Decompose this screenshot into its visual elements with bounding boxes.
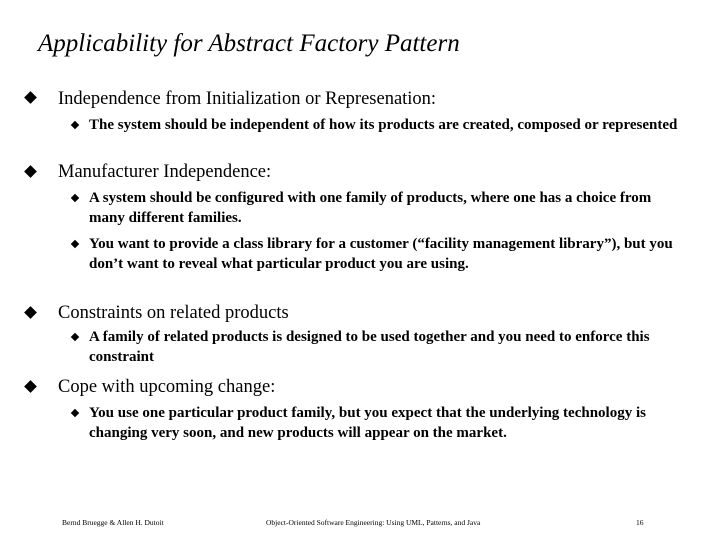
bullet-point: Independence from Initialization or Represenation:	[58, 89, 437, 109]
diamond-bullet-icon	[71, 194, 79, 202]
diamond-bullet-icon	[71, 121, 79, 129]
sub-bullet-point: The system should be independent of how its products are created, composed or represented	[89, 117, 678, 133]
bullet-point: Constraints on related products	[58, 303, 289, 323]
diamond-bullet-icon	[24, 380, 37, 393]
diamond-bullet-icon	[24, 91, 37, 104]
sub-bullet-point: A system should be configured with one family of products, where one has a choice from many different families.	[89, 190, 652, 226]
sub-bullet-point: A family of related products is designed to be used together and you need to enforce this constraint	[89, 329, 650, 365]
footer-book-title: Object-Oriented Software Engineering: Using UML, Patterns, and Java	[266, 518, 481, 527]
diamond-bullet-icon	[71, 240, 79, 248]
bullet-point: Manufacturer Independence:	[58, 162, 272, 182]
diamond-bullet-icon	[71, 333, 79, 341]
sub-bullet-point: You want to provide a class library for a customer (“facility management library”), but you don’t want to reveal what particular product you are using.	[89, 236, 673, 272]
diamond-bullet-icon	[24, 165, 37, 178]
diamond-bullet-icon	[71, 409, 79, 417]
footer-authors: Bernd Bruegge & Allen H. Dutoit	[62, 518, 164, 527]
slide-title: Applicability for Abstract Factory Pattern	[38, 30, 460, 57]
diamond-bullet-icon	[24, 306, 37, 319]
footer-page-number: 16	[636, 518, 644, 527]
sub-bullet-point: You use one particular product family, but you expect that the underlying technology is changing very soon, and new products will appear on the market.	[89, 405, 646, 441]
bullet-point: Cope with upcoming change:	[58, 377, 276, 397]
